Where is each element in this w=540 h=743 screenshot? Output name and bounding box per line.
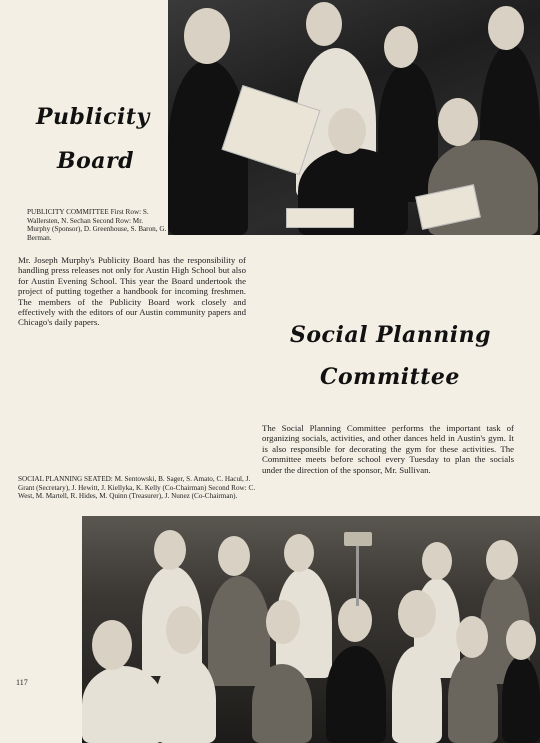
publicity-title-line1: Publicity xyxy=(36,104,150,130)
social-body-text: The Social Planning Committee performs the important task of organizing socials, activities, and other dances held in Austin's gym. It is also responsible for decorating the gym for these activities. The Committee meets before school every Tuesday to plan the socials under the direction of the sponsor, Mr. Sullivan. xyxy=(262,423,514,475)
publicity-board-photo xyxy=(168,0,540,235)
page-number: 117 xyxy=(16,678,28,687)
social-title-line1: Social Planning xyxy=(290,322,491,348)
publicity-body-text: Mr. Joseph Murphy's Publicity Board has the responsibility of handling press releases not only for Austin High School but also for Austin Evening School. This year the Board undertook the project of putting together a handbook for incoming freshmen. The members of the Publicity Board work closely and effectively with the editors of our Austin community papers and Chicago's daily papers. xyxy=(18,255,246,328)
social-caption: SOCIAL PLANNING SEATED: M. Sentowski, B. Sager, S. Amato, C. Hacul, J. Grant (Secretary), J. Hewitt, J. Kiellyka, K. Kelly (Co-Chairman) Second Row: C. West, M. Martell, R. Hides, M. Quinn (Treasurer), J. Nunez (Co-Chairman). xyxy=(18,475,256,501)
publicity-title-line2: Board xyxy=(57,148,134,174)
social-title-line2: Committee xyxy=(320,364,460,390)
publicity-caption: PUBLICITY COMMITTEE First Row: S. Wallersten, N. Sechan Second Row: Mr. Murphy (Sponsor), D. Greenhouse, S. Baron, G. Berman. xyxy=(27,208,167,242)
social-planning-photo xyxy=(82,516,540,743)
